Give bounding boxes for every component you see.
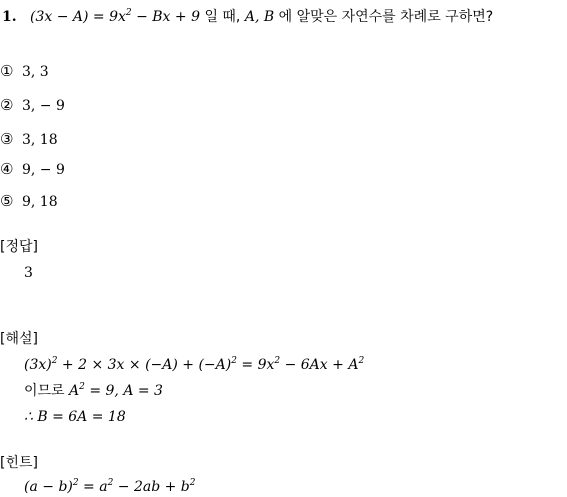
hint-label: [힌트] — [0, 455, 38, 471]
question-equation: $(3x - A) = 9x^2 - Bx + 9$ — [29, 8, 200, 25]
choice-4[interactable] — [0, 160, 65, 179]
choice-5[interactable] — [0, 192, 58, 211]
question-text-1: 일 때, — [204, 9, 241, 25]
choice-1-number: ① — [0, 62, 14, 80]
choice-1[interactable] — [0, 62, 49, 81]
choice-2-value: 3, − 9 — [22, 98, 65, 114]
question-text-2: 에 알맞은 자연수를 차례로 구하면? — [278, 9, 494, 25]
explanation-line-3: ∴ B = 6A = 18 — [24, 409, 126, 425]
explanation-label: [해설] — [0, 331, 38, 347]
question-line — [2, 8, 493, 26]
explanation-line-2: 이므로 $A^2 = 9$, A = 3 — [24, 382, 163, 399]
question-vars: A, B — [244, 9, 275, 25]
answer-label: [정답] — [0, 239, 38, 255]
explanation-line-1: $(3x)^2 + 2 \times 3x \times (-A) + (-A)^2 = 9x^2 - 6Ax + A^2$ — [24, 356, 365, 373]
choice-2-number: ② — [0, 96, 14, 114]
choice-4-value: 9, − 9 — [22, 162, 65, 178]
choice-5-number: ⑤ — [0, 192, 14, 210]
choice-3-number: ③ — [0, 130, 14, 148]
choice-4-number: ④ — [0, 160, 14, 178]
hint-formula: $(a - b)^2 = a^2 - 2ab + b^2$ — [24, 478, 196, 495]
question-number: 1. — [2, 9, 17, 25]
choice-2[interactable] — [0, 96, 65, 115]
choice-1-value: 3, 3 — [22, 64, 49, 80]
choice-3[interactable] — [0, 130, 58, 149]
answer-value: 3 — [24, 265, 33, 281]
choice-3-value: 3, 18 — [22, 132, 58, 148]
choice-5-value: 9, 18 — [22, 194, 58, 210]
